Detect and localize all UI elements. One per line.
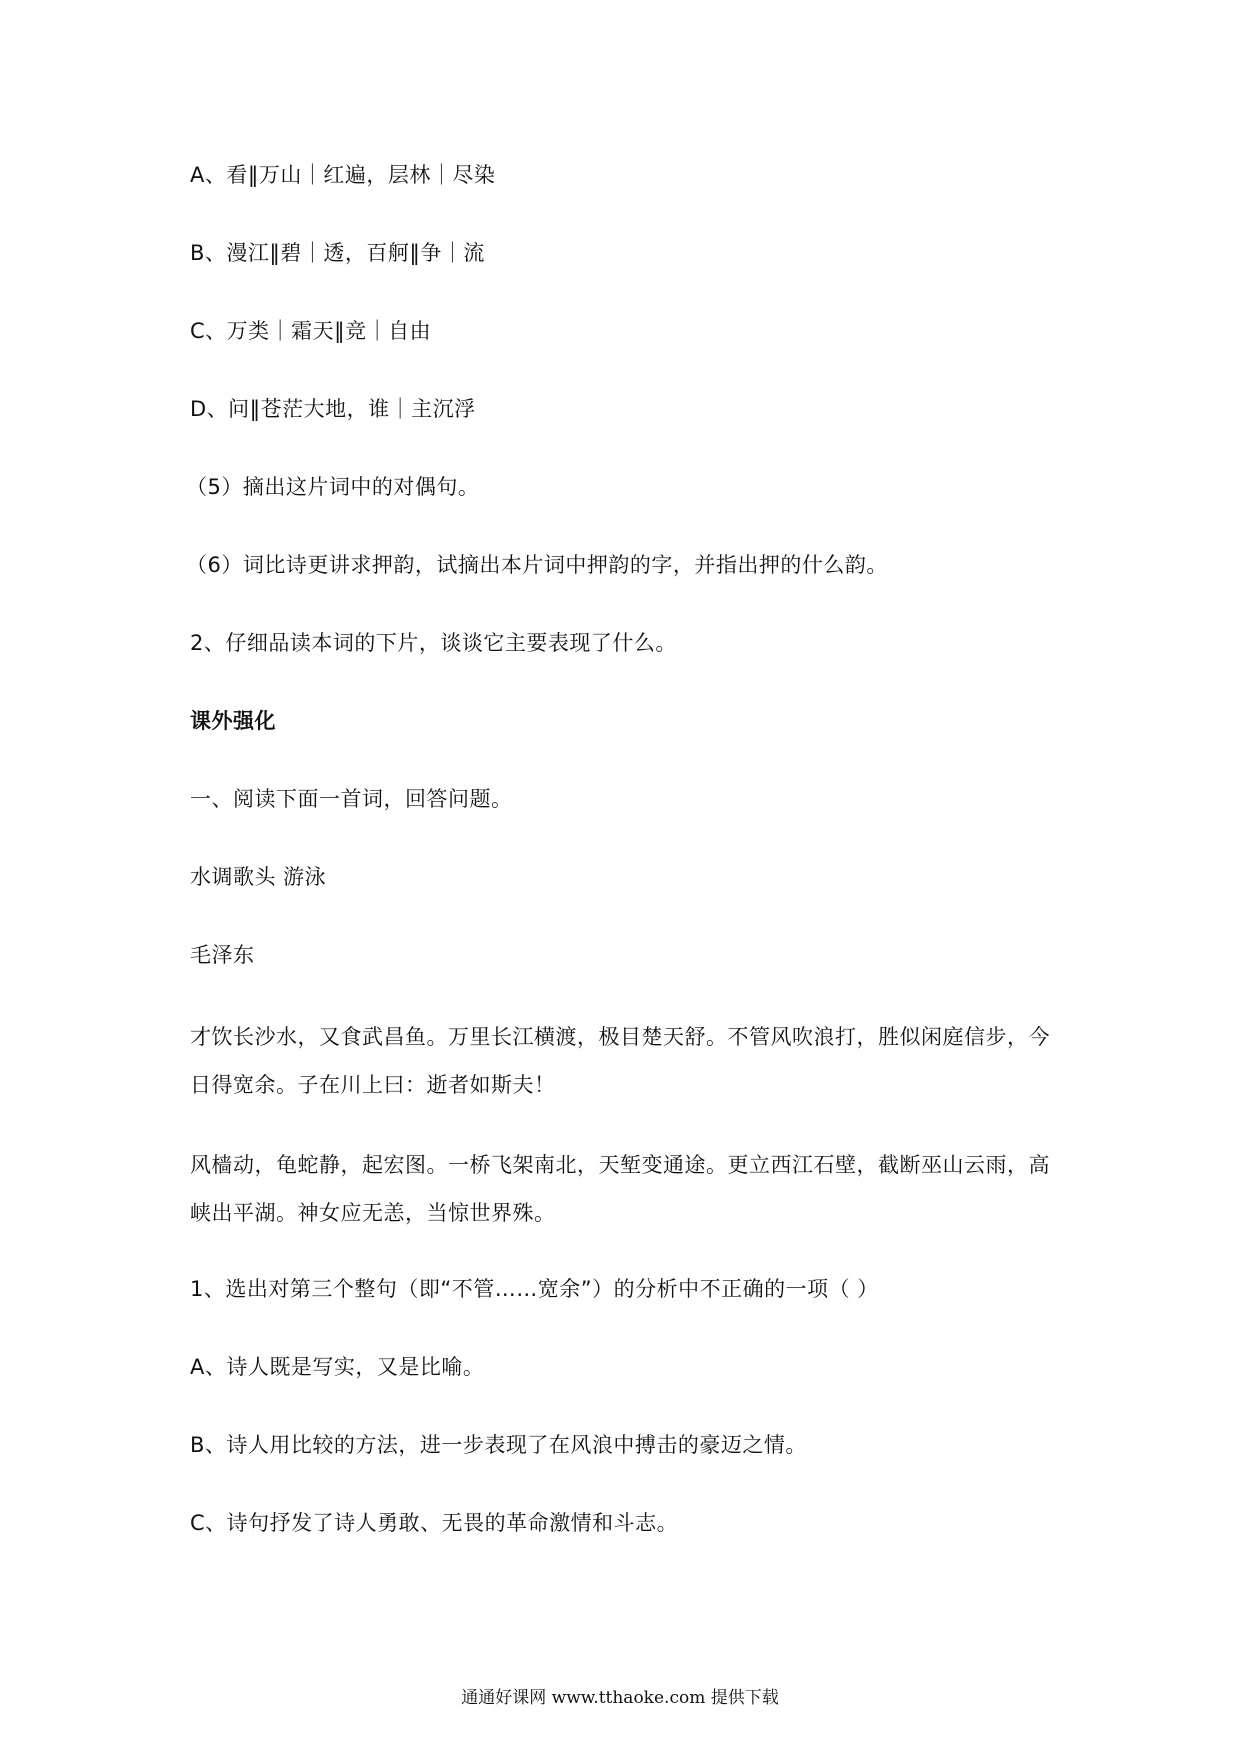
poem-author: 毛泽东: [190, 943, 255, 967]
poem-stanza-2: 风樯动，龟蛇静，起宏图。一桥飞架南北，天堑变通途。更立西江石壁，截断巫山云雨，高峡出平湖。神女应无恙，当惊世界殊。: [190, 1153, 1050, 1225]
poem-title: 水调歌头 游泳: [190, 865, 327, 889]
choice-c: C、诗句抒发了诗人勇敢、无畏的革命激情和斗志。: [190, 1511, 679, 1535]
page-footer: 通通好课网 www.tthaoke.com 提供下载: [461, 1688, 779, 1708]
question-2: 2、仔细品读本词的下片，谈谈它主要表现了什么。: [190, 631, 677, 655]
option-b-line: B、漫江‖碧｜透，百舸‖争｜流: [190, 241, 485, 265]
option-d-line: D、问‖苍茫大地，谁｜主沉浮: [190, 397, 476, 421]
question-5: （5）摘出这片词中的对偶句。: [186, 475, 480, 499]
question-6: （6）词比诗更讲求押韵，试摘出本片词中押韵的字，并指出押的什么韵。: [186, 553, 888, 577]
multiple-choice-question: 1、选出对第三个整句（即“不管……宽余”）的分析中不正确的一项（ ）: [190, 1277, 879, 1301]
section-heading: 课外强化: [190, 709, 276, 733]
task-instruction: 一、阅读下面一首词，回答问题。: [190, 787, 513, 811]
choice-a: A、诗人既是写实，又是比喻。: [190, 1355, 485, 1379]
choice-b: B、诗人用比较的方法，进一步表现了在风浪中搏击的豪迈之情。: [190, 1433, 807, 1457]
option-a-line: A、看‖万山｜红遍，层林｜尽染: [190, 163, 496, 187]
option-c-line: C、万类｜霜天‖竞｜自由: [190, 319, 432, 343]
poem-stanza-1: 才饮长沙水，又食武昌鱼。万里长江横渡，极目楚天舒。不管风吹浪打，胜似闲庭信步，今日得宽余。子在川上曰：逝者如斯夫！: [190, 1025, 1050, 1097]
